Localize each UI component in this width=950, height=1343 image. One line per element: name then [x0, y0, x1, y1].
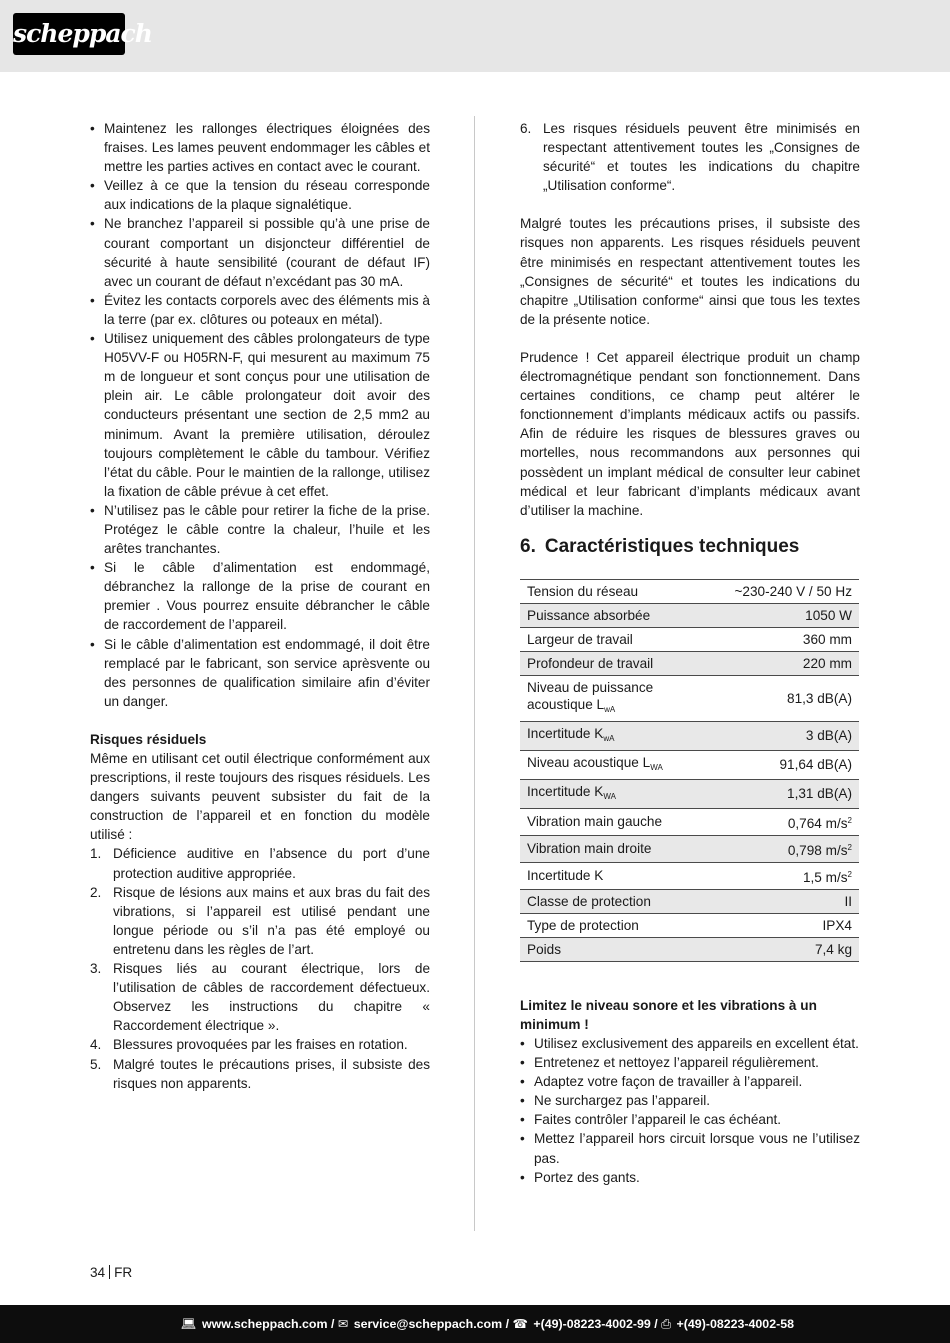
- table-row: [520, 808, 859, 835]
- spec-label: Vibration main droite: [520, 835, 727, 862]
- list-item: 5. Malgré toutes le précautions prises, il subsiste des risques non apparents.: [90, 1056, 430, 1091]
- table-row: [520, 889, 859, 913]
- list-item: • Utilisez exclusivement des appareils en excellent état.: [520, 1034, 860, 1053]
- spec-value: ~230-240 V / 50 Hz: [727, 579, 859, 603]
- table-row: [520, 675, 859, 721]
- list-item: • Maintenez les rallonges électriques éloignées des fraises. Les lames peuvent endommager les câbles et mettre les parties actives en contact avec le courant.: [90, 119, 430, 176]
- list-item: • Ne branchez l’appareil si possible qu’à une prise de courant comportant un disjoncteur différentiel de sécurité à haute sensibilité (courant de défaut IF) avec un courant de défaut n’excédant pas 30 mA.: [90, 214, 430, 290]
- safety-bullet-list: [90, 119, 430, 711]
- spec-label: Vibration main gauche: [520, 808, 727, 835]
- spec-label: Niveau de puissance acoustique $L_{wA}$: [520, 675, 727, 721]
- residual-risks-list-continued: [520, 119, 860, 195]
- list-item: • Entretenez et nettoyez l’appareil régulièrement.: [520, 1053, 860, 1072]
- list-item: 3. Risques liés au courant électrique, lors de l’utilisation de câbles de raccordement défectueux. Observez les instructions du chapitre « Raccordement électrique ».: [90, 961, 430, 1034]
- spec-value: 1,5 $m/s^2$: [727, 862, 859, 889]
- table-row: [520, 779, 859, 808]
- spec-label: Incertitude K: [520, 862, 727, 889]
- phone-number: +(49)-08223-4002-99 /: [533, 1317, 658, 1331]
- list-item: • Faites contrôler l’appareil le cas échéant.: [520, 1110, 860, 1129]
- spec-label: Incertitude $K_{wA}$: [520, 721, 727, 750]
- spec-value: 7,4 kg: [727, 937, 859, 961]
- left-column: [90, 119, 430, 1093]
- list-item: • Veillez à ce que la tension du réseau corresponde aux indications de la plaque signalétique.: [90, 176, 430, 214]
- page-header: [0, 0, 950, 72]
- table-row: [520, 862, 859, 889]
- section-title: 6. Caractéristiques techniques: [520, 535, 800, 557]
- spec-label: Largeur de travail: [520, 627, 727, 651]
- list-item: • Adaptez votre façon de travailler à l’appareil.: [520, 1072, 860, 1091]
- right-column: [520, 119, 860, 1187]
- spec-label: Type de protection: [520, 913, 727, 937]
- spec-label: Incertitude $K_{WA}$: [520, 779, 727, 808]
- page-number: 34 FR: [90, 1265, 133, 1280]
- residual-risks-list: [90, 844, 430, 1092]
- spec-label: Tension du réseau: [520, 579, 727, 603]
- list-item: • Si le câble d’alimentation est endommagé, débranchez la rallonge de la prise de courant en premier . Vous pourrez ensuite débrancher le câble de raccordement de l’appareil.: [90, 558, 430, 634]
- spec-value: 0,764 $m/s^2$: [727, 808, 859, 835]
- scheppach-logo: scheppach: [13, 13, 125, 55]
- fax-number: +(49)-08223-4002-58: [676, 1317, 794, 1331]
- spec-value: 81,3 dB(A): [727, 675, 859, 721]
- spec-value: II: [727, 889, 859, 913]
- language-code: FR: [114, 1265, 133, 1280]
- spec-label: Classe de protection: [520, 889, 727, 913]
- noise-limit-list: [520, 1034, 860, 1187]
- table-row: [520, 627, 859, 651]
- list-item: • Évitez les contacts corporels avec des éléments mis à la terre (par ex. clôtures ou poteaux en métal).: [90, 291, 430, 329]
- envelope-icon: ✉︎: [337, 1317, 349, 1331]
- table-row: [520, 750, 859, 779]
- list-item: 2. Risque de lésions aux mains et aux bras du fait des vibrations, si l’appareil est utilisé pendant une longue période ou s’il n’a pas été employé ou entretenu dans les règles de l’art.: [90, 884, 430, 957]
- table-row: [520, 579, 859, 603]
- spec-value: 91,64 dB(A): [727, 750, 859, 779]
- noise-limit-heading: Limitez le niveau sonore et les vibrations à un minimum !: [520, 997, 817, 1032]
- list-item: 4. Blessures provoquées par les fraises en rotation.: [90, 1037, 408, 1053]
- spec-value: 0,798 $m/s^2$: [727, 835, 859, 862]
- spec-value: 220 mm: [727, 651, 859, 675]
- list-item: • Si le câble d’alimentation est endommagé, il doit être remplacé par le fabricant, son service aprèsvente ou des personnes de qualification similaire afin d’éviter un danger.: [90, 635, 430, 711]
- phone-icon: ☎︎: [512, 1317, 528, 1331]
- table-row: [520, 937, 859, 961]
- spec-label: Poids: [520, 937, 727, 961]
- spec-label: Profondeur de travail: [520, 651, 727, 675]
- spec-value: 360 mm: [727, 627, 859, 651]
- table-row: [520, 913, 859, 937]
- precautions-paragraph: Malgré toutes les précautions prises, il subsiste des risques non apparents. Les risques résiduels peuvent être minimisés en respectant attentivement toutes les „Consignes de sécurité“ et toutes les indications du chapitre „Utilisation conforme“ ainsi que tous les textes de la présente notice.: [520, 216, 860, 327]
- list-item: • N’utilisez pas le câble pour retirer la fiche de la prise. Protégez le câble contre la chaleur, l’huile et les arêtes tranchantes.: [90, 501, 430, 558]
- page-footer: [0, 1305, 950, 1343]
- column-divider: [474, 116, 475, 1231]
- prudence-paragraph: Prudence ! Cet appareil électrique produit un champ électromagnétique pendant son fonctionnement. Dans certaines conditions, ce champ peut altérer le fonctionnement d’implants médicaux actifs ou passifs. Afin de réduire les risques de blessures graves ou mortelles, nous recommandons aux personnes qui possèdent un implant médical de consulter leur cabinet médical et leur fabricant d’implants médicaux avant d’utiliser la machine.: [520, 349, 860, 518]
- spec-label: Puissance absorbée: [520, 603, 727, 627]
- spec-value: 1050 W: [727, 603, 859, 627]
- table-row: [520, 835, 859, 862]
- email-link[interactable]: service@scheppach.com /: [353, 1317, 510, 1331]
- list-item: • Mettez l’appareil hors circuit lorsque vous ne l’utilisez pas.: [520, 1129, 860, 1167]
- list-item: • Ne surchargez pas l’appareil.: [520, 1091, 860, 1110]
- residual-risks-intro: Même en utilisant cet outil électrique conformément aux prescriptions, il reste toujours des risques résiduels. Les dangers suivants peuvent subsister du fait de la construction de l’appareil et en fonction du modèle utilisé :: [90, 751, 430, 843]
- specifications-table: [520, 579, 859, 962]
- list-item: 6. Les risques résiduels peuvent être minimisés en respectant attentivement toutes les „Consignes de sécurité“ et toutes les indications du chapitre „Utilisation conforme“.: [520, 121, 860, 194]
- spec-label: Niveau acoustique $L_{WA}$: [520, 750, 727, 779]
- website-link[interactable]: www.scheppach.com /: [201, 1317, 335, 1331]
- list-item: • Portez des gants.: [520, 1168, 860, 1187]
- list-item: • Utilisez uniquement des câbles prolongateurs de type H05VV-F ou H05RN-F, qui mesurent au maximum 75 m de longueur et sont conçus pour une utilisation de plein air. Le câble prolongateur doit avoir des conducteurs présentant une section de 2,5 mm2 au minimum. Avant la première utilisation, déroulez toujours complètement le câble du tambour. Vérifiez l’état du câble. Pour le maintien de la rallonge, utilisez la fixation de câble prévue à cet effet.: [90, 329, 430, 501]
- fax-icon: ⎙: [661, 1317, 672, 1331]
- residual-risks-heading: Risques résiduels: [90, 731, 207, 747]
- spec-value: 3 dB(A): [727, 721, 859, 750]
- spec-value: 1,31 dB(A): [727, 779, 859, 808]
- table-row: [520, 603, 859, 627]
- list-item: 1. Déficience auditive en l’absence du port d’une protection auditive appropriée.: [90, 846, 430, 881]
- computer-icon: 💻︎: [180, 1317, 197, 1331]
- table-row: [520, 721, 859, 750]
- table-row: [520, 651, 859, 675]
- spec-value: IPX4: [727, 913, 859, 937]
